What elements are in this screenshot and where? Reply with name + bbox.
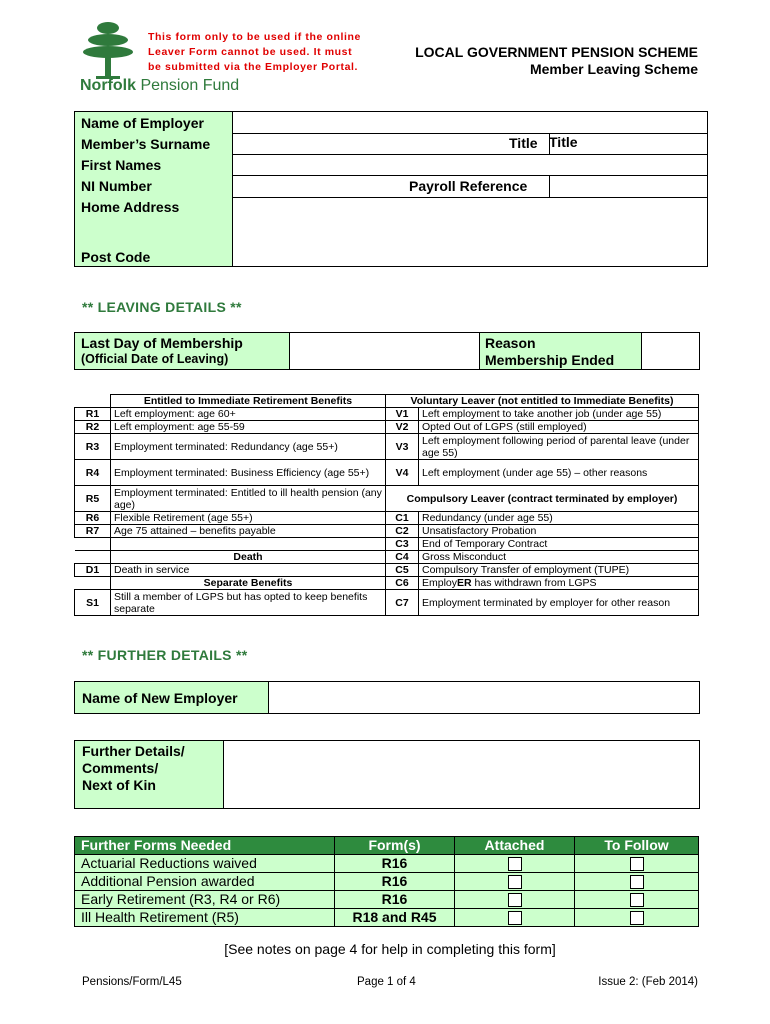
forms-header-attached: Attached: [455, 837, 575, 855]
code-c6: C6: [386, 577, 419, 590]
code-c3: C3: [386, 538, 419, 551]
new-employer-block: [74, 681, 700, 714]
last-day-label: Last Day of Membership: [81, 335, 243, 351]
attached-cell: [455, 909, 575, 927]
surname-label: Member’s Surname: [81, 136, 211, 152]
forms-row: [75, 873, 699, 891]
c6-text-c: has withdrawn from LGPS: [471, 577, 597, 589]
forms-header-forms: Form(s): [335, 837, 455, 855]
attached-cell: [455, 891, 575, 909]
forms-header-row: [75, 837, 699, 855]
code-r1: R1: [75, 408, 111, 421]
forms-row-form: R16: [335, 873, 455, 891]
last-day-field[interactable]: [290, 333, 479, 369]
code-r2: R2: [75, 421, 111, 434]
to-follow-cell: [575, 891, 699, 909]
spacer-cell: [75, 538, 111, 551]
code-r3-text: Employment terminated: Redundancy (age 55+): [111, 434, 386, 460]
notice-line-1: This form only to be used if the online: [148, 31, 361, 43]
payroll-field[interactable]: [549, 176, 708, 197]
new-employer-field[interactable]: [269, 682, 699, 713]
forms-row-label: Additional Pension awarded: [75, 873, 335, 891]
footer-page: Page 1 of 4: [357, 976, 416, 988]
separate-corner: [75, 577, 111, 590]
tree-logo: [82, 20, 134, 80]
new-employer-label: Name of New Employer: [82, 690, 238, 706]
code-r5: R5: [75, 486, 111, 512]
leaving-block: [74, 332, 700, 370]
reason-codes-table: [74, 394, 699, 616]
to-follow-cell: [575, 909, 699, 927]
notes-text: [See notes on page 4 for help in completing this form]: [224, 941, 556, 957]
scheme-title: LOCAL GOVERNMENT PENSION SCHEME: [415, 44, 698, 60]
forms-row-form: R16: [335, 891, 455, 909]
last-day-sub: (Official Date of Leaving): [81, 352, 229, 366]
logo-text-rest: Pension Fund: [140, 77, 240, 94]
code-c4-text: Gross Misconduct: [419, 551, 699, 564]
employer-field[interactable]: [233, 112, 707, 133]
code-r5-text: Employment terminated: Entitled to ill health pension (any age): [111, 486, 386, 512]
logo-text-bold: Norfolk: [80, 77, 136, 94]
code-r2-text: Left employment: age 55-59: [111, 421, 386, 434]
code-r7: R7: [75, 525, 111, 538]
forms-header-needed: Further Forms Needed: [75, 837, 335, 855]
code-c2: C2: [386, 525, 419, 538]
title-label-text: Title: [509, 135, 538, 151]
further-section-title: ** FURTHER DETAILS **: [82, 647, 248, 663]
code-s1-text: Still a member of LGPS but has opted to keep benefits separate: [111, 590, 386, 616]
code-c5: C5: [386, 564, 419, 577]
reason-field[interactable]: [641, 333, 699, 369]
reason-label-1: Reason: [485, 335, 536, 351]
further-details-label-2: Comments/: [82, 760, 159, 776]
code-c3-text: End of Temporary Contract: [419, 538, 699, 551]
member-details-block: Name of Employer Member’s Surname First Names NI Number Home Address Post Code Title: [74, 111, 708, 267]
code-c7: C7: [386, 590, 419, 616]
code-r1-text: Left employment: age 60+: [111, 408, 386, 421]
separate-header: Separate Benefits: [111, 577, 386, 590]
to-follow-cell: [575, 855, 699, 873]
code-r6: R6: [75, 512, 111, 525]
further-details-field[interactable]: [224, 741, 699, 808]
code-s1: S1: [75, 590, 111, 616]
spacer-cell: [111, 538, 386, 551]
forms-row-form: R16: [335, 855, 455, 873]
code-v2: V2: [386, 421, 419, 434]
code-c6-text: [419, 577, 699, 590]
address-field[interactable]: [233, 198, 707, 266]
forms-row-label: Actuarial Reductions waived: [75, 855, 335, 873]
compulsory-header: Compulsory Leaver (contract terminated by employer): [386, 486, 699, 512]
voluntary-header: Voluntary Leaver (not entitled to Immediate Benefits): [386, 395, 699, 408]
further-details-label-1: Further Details/: [82, 743, 185, 759]
code-v4-text: Left employment (under age 55) – other reasons: [419, 460, 699, 486]
death-corner: [75, 551, 111, 564]
reason-label-2: Membership Ended: [485, 352, 615, 368]
code-v3-text: Left employment following period of parental leave (under age 55): [419, 434, 699, 460]
code-r7-text: Age 75 attained – benefits payable: [111, 525, 386, 538]
forms-header-to-follow: To Follow: [575, 837, 699, 855]
footer-issue: Issue 2: (Feb 2014): [598, 976, 698, 988]
c6-text-a: Employ: [422, 577, 458, 589]
code-r4: R4: [75, 460, 111, 486]
first-names-label: First Names: [81, 157, 162, 173]
code-c1-text: Redundancy (under age 55): [419, 512, 699, 525]
code-r6-text: Flexible Retirement (age 55+): [111, 512, 386, 525]
attached-cell: [455, 873, 575, 891]
to-follow-checkbox[interactable]: [630, 857, 644, 871]
form-title: Member Leaving Scheme: [529, 61, 698, 77]
attached-checkbox[interactable]: [508, 893, 522, 907]
code-v1: V1: [386, 408, 419, 421]
to-follow-checkbox[interactable]: [630, 893, 644, 907]
forms-row-label: Early Retirement (R3, R4 or R6): [75, 891, 335, 909]
footer-form-ref: Pensions/Form/L45: [82, 976, 182, 988]
leaving-section-title: ** LEAVING DETAILS **: [82, 299, 242, 315]
code-c7-text: Employment terminated by employer for other reason: [419, 590, 699, 616]
forms-row: [75, 909, 699, 927]
postcode-label: Post Code: [81, 249, 151, 265]
code-d1-text: Death in service: [111, 564, 386, 577]
code-c1: C1: [386, 512, 419, 525]
address-label: Home Address: [81, 199, 180, 215]
online-notice: [148, 30, 361, 75]
code-v3: V3: [386, 434, 419, 460]
c6-text-b: ER: [457, 577, 472, 589]
attached-cell: [455, 855, 575, 873]
attached-checkbox[interactable]: [508, 857, 522, 871]
code-v4: V4: [386, 460, 419, 486]
forms-row-form: R18 and R45: [335, 909, 455, 927]
code-c4: C4: [386, 551, 419, 564]
forms-row: [75, 855, 699, 873]
payroll-label: Payroll Reference: [409, 178, 528, 194]
to-follow-cell: [575, 873, 699, 891]
forms-row: [75, 891, 699, 909]
death-header: Death: [111, 551, 386, 564]
to-follow-checkbox[interactable]: [630, 875, 644, 889]
to-follow-checkbox[interactable]: [630, 911, 644, 925]
employer-label: Name of Employer: [81, 115, 204, 131]
further-details-block: [74, 740, 700, 809]
further-details-label-3: Next of Kin: [82, 777, 156, 793]
codes-corner: [75, 395, 111, 408]
retirement-header: Entitled to Immediate Retirement Benefits: [111, 395, 386, 408]
code-r3: R3: [75, 434, 111, 460]
first-names-field[interactable]: [233, 155, 707, 175]
code-r4-text: Employment terminated: Business Efficiency (age 55+): [111, 460, 386, 486]
notice-line-3: be submitted via the Employer Portal.: [148, 61, 359, 73]
further-forms-table: [74, 836, 699, 927]
logo-text: [80, 77, 239, 95]
attached-checkbox[interactable]: [508, 911, 522, 925]
attached-checkbox[interactable]: [508, 875, 522, 889]
ni-label: NI Number: [81, 178, 152, 194]
code-c5-text: Compulsory Transfer of employment (TUPE): [419, 564, 699, 577]
forms-row-label: Ill Health Retirement (R5): [75, 909, 335, 927]
code-d1: D1: [75, 564, 111, 577]
code-c2-text: Unsatisfactory Probation: [419, 525, 699, 538]
code-v1-text: Left employment to take another job (under age 55): [419, 408, 699, 421]
code-v2-text: Opted Out of LGPS (still employed): [419, 421, 699, 434]
notice-line-2: Leaver Form cannot be used. It must: [148, 46, 353, 58]
title-field[interactable]: [549, 134, 708, 154]
